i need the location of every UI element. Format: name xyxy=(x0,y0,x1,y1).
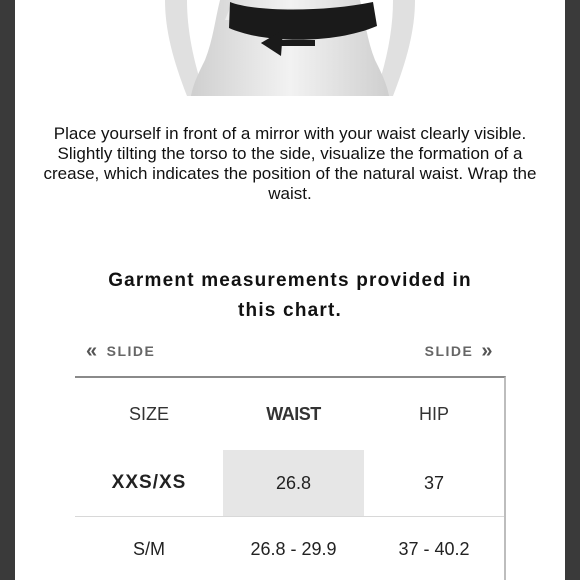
slide-right-label: SLIDE xyxy=(425,343,474,359)
hip-cell: 37 - 40.2 xyxy=(364,517,504,581)
chart-heading xyxy=(40,266,540,326)
right-frame-border xyxy=(565,0,580,580)
double-chevron-left-icon: « xyxy=(86,341,99,361)
size-cell: XXS/XS xyxy=(75,450,223,517)
column-header-hip[interactable]: HIP xyxy=(364,378,504,450)
table-row xyxy=(75,517,504,581)
chart-heading-line1: Garment measurements provided in xyxy=(40,266,540,296)
table-header-row xyxy=(75,378,504,450)
column-header-waist[interactable]: WAIST xyxy=(223,378,364,450)
table-row xyxy=(75,450,504,517)
waist-cell: 26.8 xyxy=(223,450,364,517)
waist-measurement-illustration xyxy=(15,0,565,96)
waist-cell: 26.8 - 29.9 xyxy=(223,517,364,581)
left-frame-border xyxy=(0,0,15,580)
slide-left-button[interactable] xyxy=(86,340,155,362)
double-chevron-right-icon: » xyxy=(481,341,494,361)
slide-right-button[interactable] xyxy=(425,340,494,362)
measurement-instructions: Place yourself in front of a mirror with your waist clearly visible. Slightly tilting the torso to the side, visualize the formation of a crease, which indicates the position of the natural waist. Wrap the waist. xyxy=(40,124,540,204)
hip-cell: 37 xyxy=(364,450,504,517)
chart-heading-line2: this chart. xyxy=(40,296,540,326)
column-header-size: SIZE xyxy=(75,378,223,450)
size-chart-table[interactable] xyxy=(75,376,506,580)
size-cell: S/M xyxy=(75,517,223,581)
slide-left-label: SLIDE xyxy=(107,343,156,359)
